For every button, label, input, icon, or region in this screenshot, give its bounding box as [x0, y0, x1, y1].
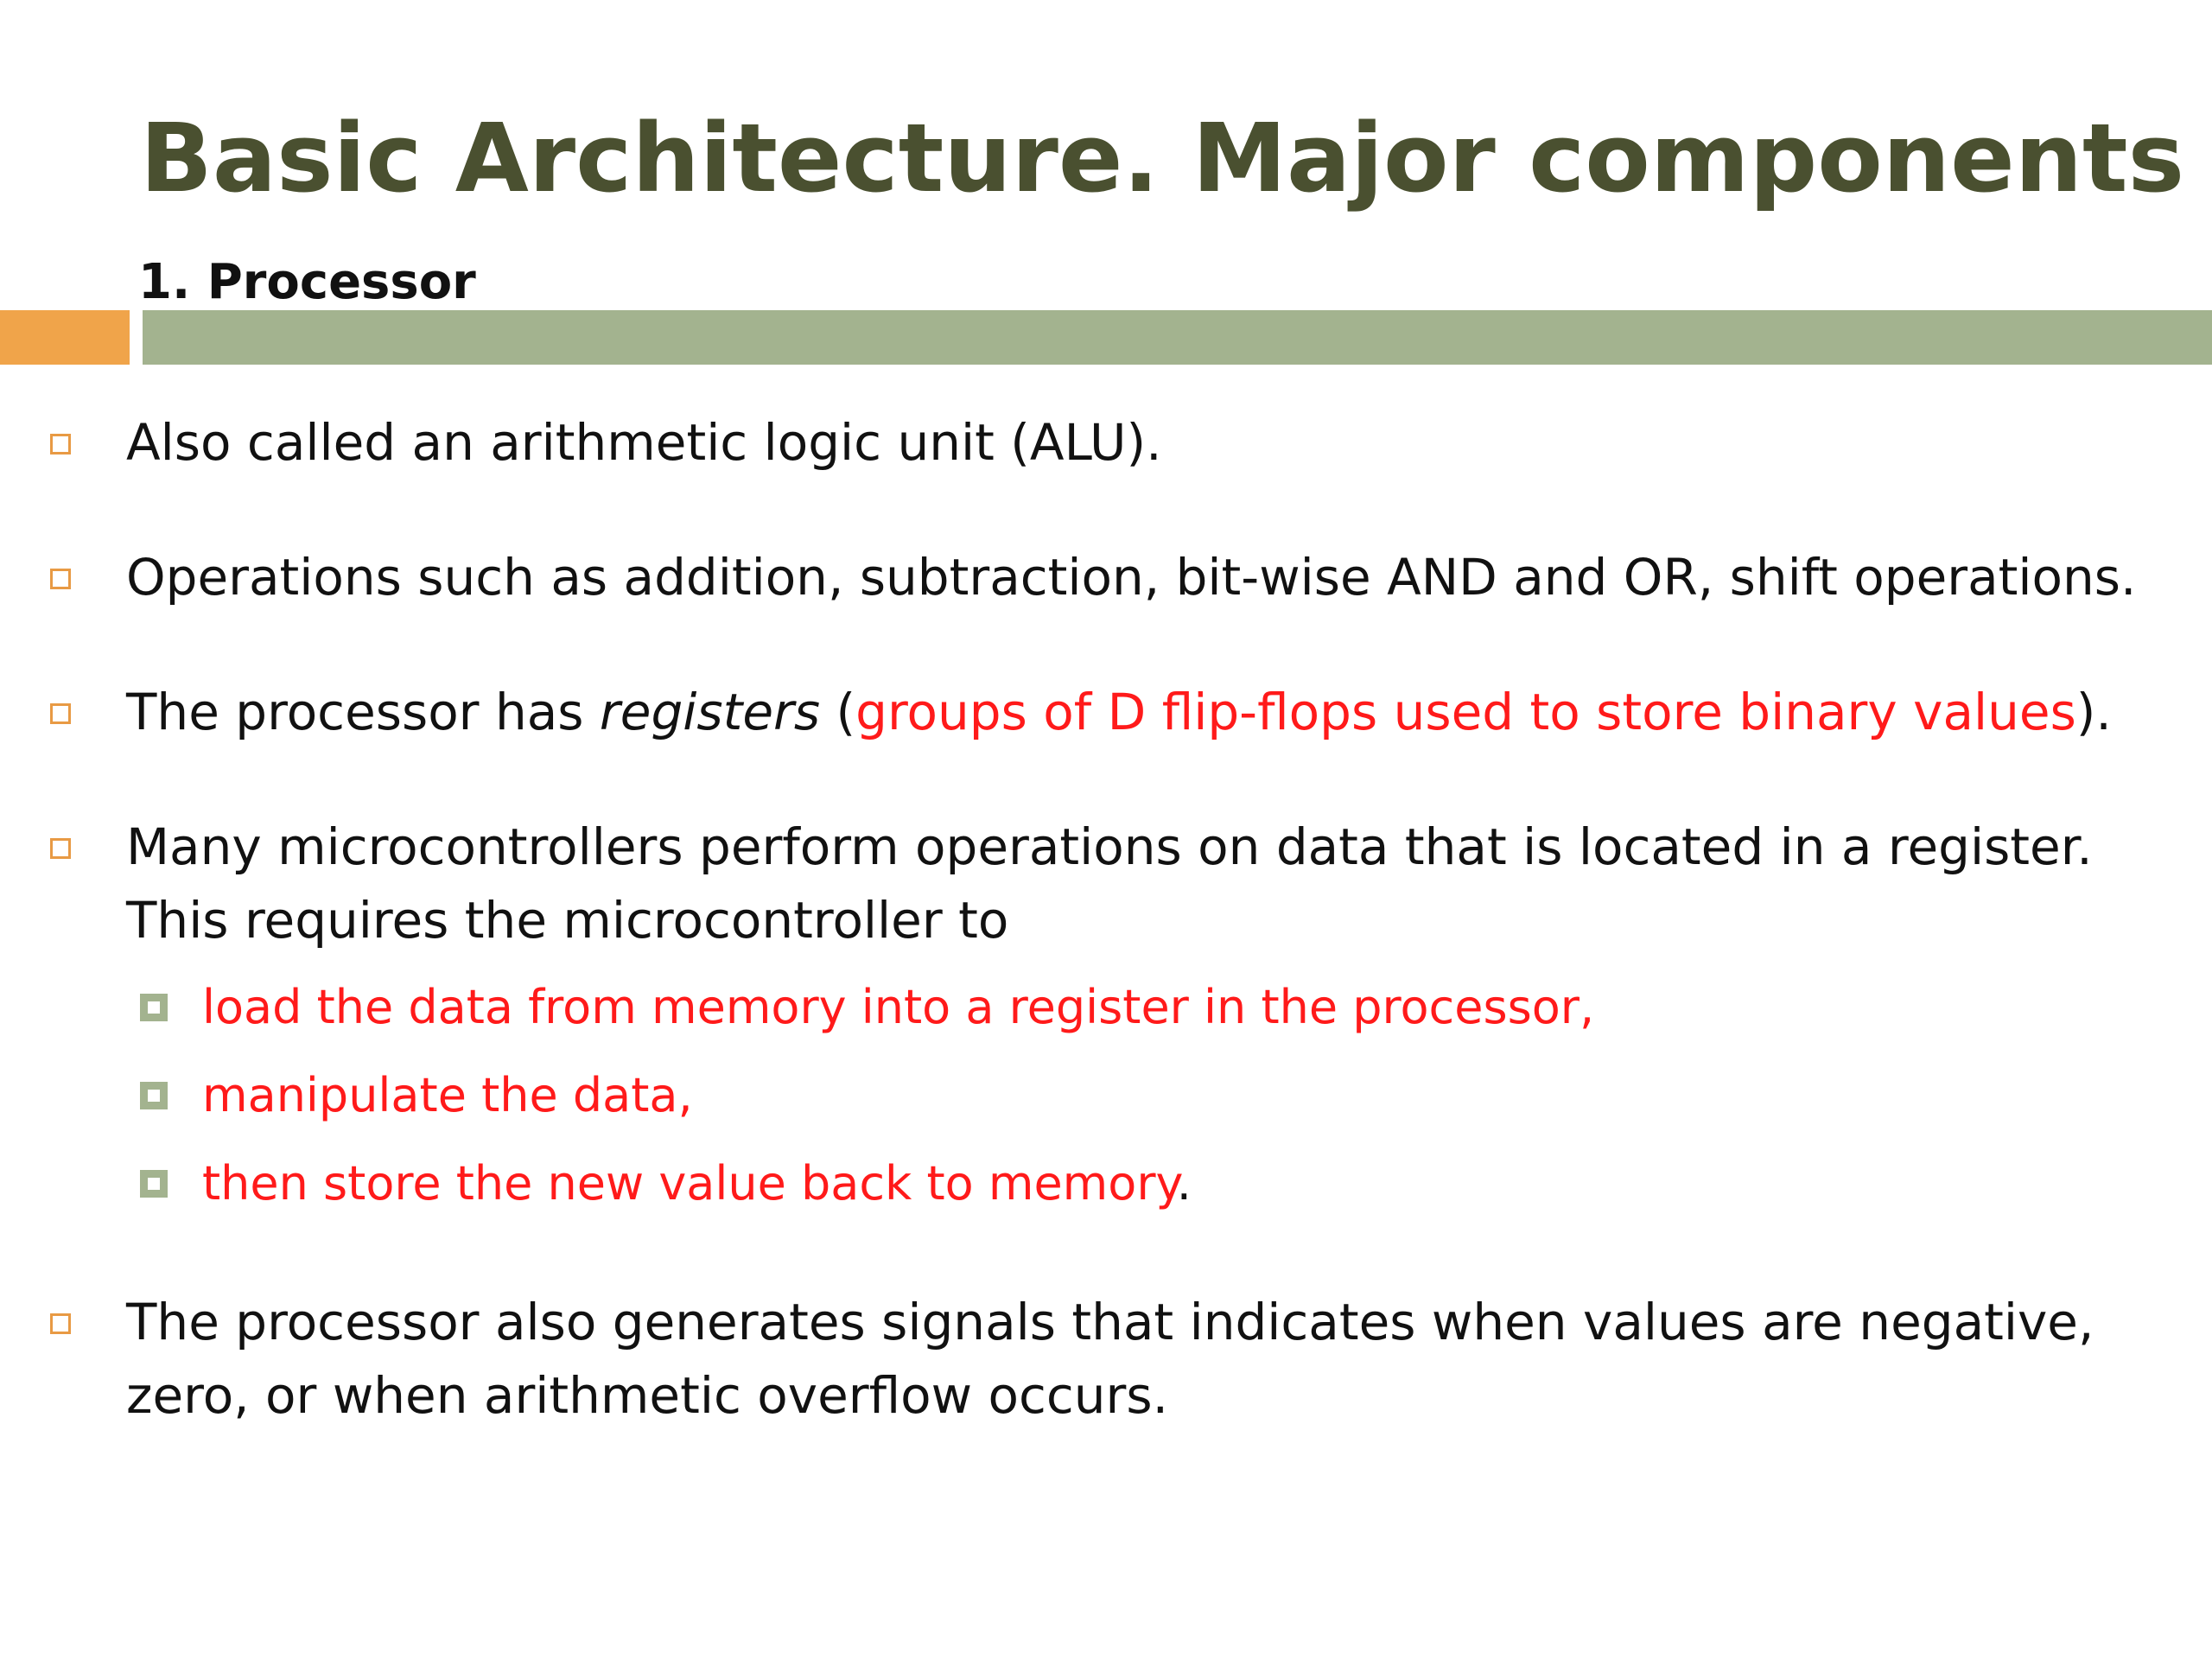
bullet-text-prefix: The processor has: [126, 683, 600, 741]
sub-bullet-text: [202, 1153, 1192, 1215]
hollow-square-bullet-icon: [50, 838, 71, 859]
slide-title: Basic Architecture. Major components: [140, 103, 2185, 213]
bullet-text-suffix: ).: [2075, 683, 2112, 741]
filled-square-bullet-icon: [140, 1170, 168, 1198]
bullet-text: Many microcontrollers perform operations on data that is located in a register. This requires the microcontroller to: [126, 817, 2093, 950]
registers-definition: groups of D flip-flops used to store binary values: [855, 683, 2076, 741]
bullet-text: Operations such as addition, subtraction, bit-wise AND and OR, shift operations.: [126, 548, 2137, 607]
filled-square-bullet-icon: [140, 1082, 168, 1109]
sub-bullet-text-period: .: [1176, 1156, 1192, 1211]
bullet-text: [126, 676, 2200, 749]
hollow-square-bullet-icon: [50, 1313, 71, 1334]
hollow-square-bullet-icon: [50, 434, 71, 454]
registers-term: registers: [599, 683, 821, 741]
sub-bullet-text-main: then store the new value back to memory: [202, 1156, 1177, 1211]
sub-bullet-text: manipulate the data,: [202, 1068, 693, 1122]
slide-subtitle: 1. Processor: [138, 254, 476, 310]
sub-bullet-text: load the data from memory into a register in the processor,: [202, 980, 1595, 1034]
hollow-square-bullet-icon: [50, 569, 71, 589]
hollow-square-bullet-icon: [50, 703, 71, 724]
bullet-text-paren: (: [820, 683, 856, 741]
filled-square-bullet-icon: [140, 994, 168, 1021]
bullet-text: The processor also generates signals that indicates when values are negative, zero, or when arithmetic overflow occurs.: [126, 1293, 2094, 1425]
bullet-text: Also called an arithmetic logic unit (ALU).: [126, 413, 1162, 472]
